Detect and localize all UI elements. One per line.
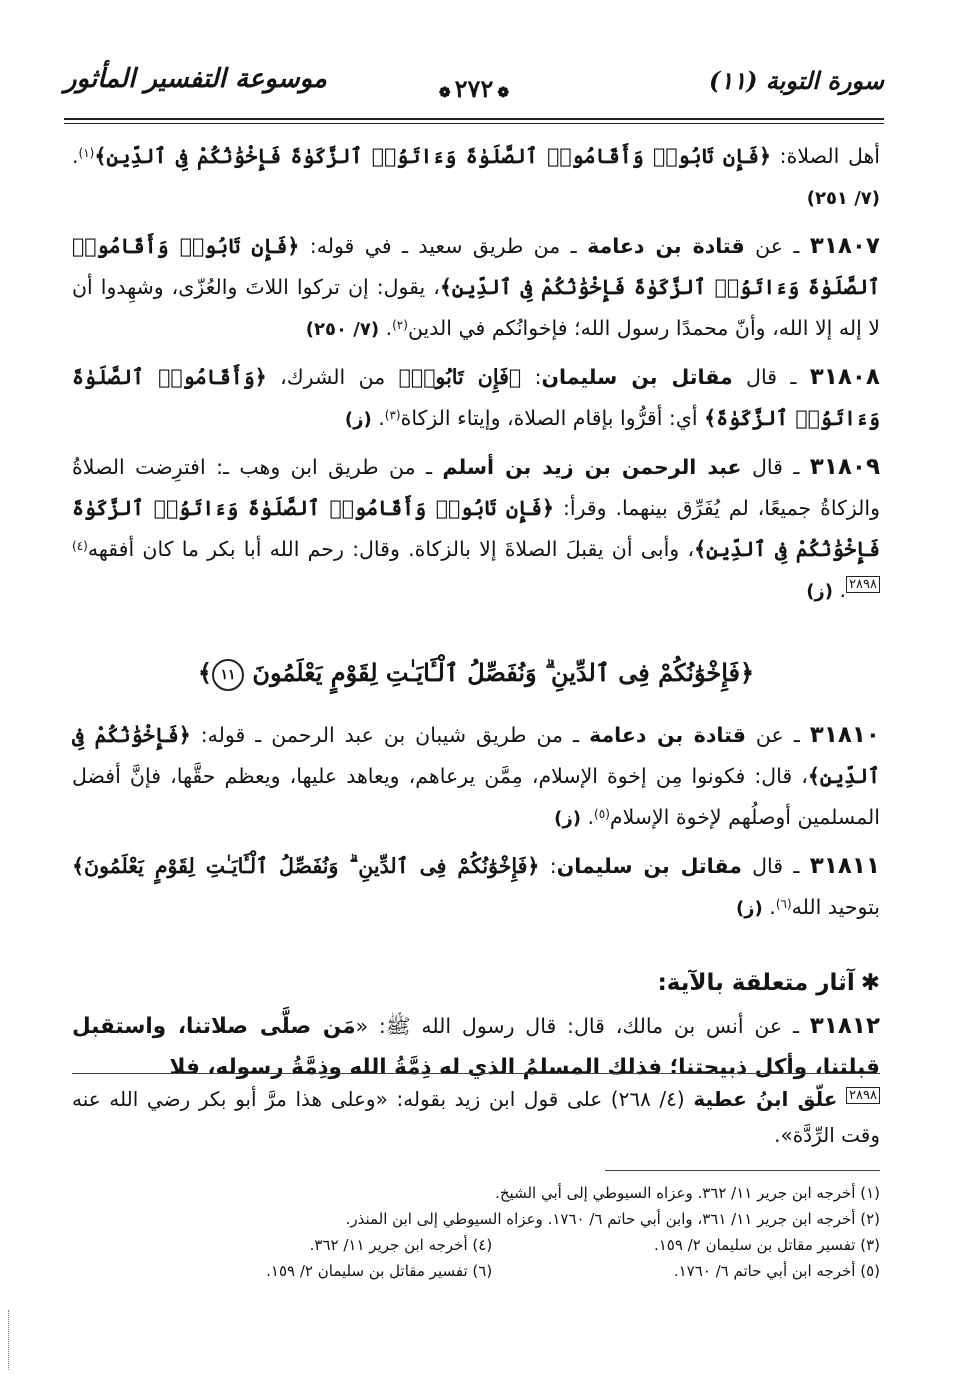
- athar-entry: [72, 846, 880, 929]
- note-author: علّق ابنُ عطية: [693, 1087, 838, 1111]
- paragraph-continuation: [72, 136, 880, 219]
- footnote-row: [72, 1232, 880, 1258]
- narrator-name: مقاتل بن سليمان: [541, 365, 733, 389]
- athar-entry: [72, 715, 880, 839]
- commentary-box-number: ٢٨٩٨: [846, 1087, 880, 1104]
- commentary-note: [72, 1081, 880, 1153]
- quran-quote: ﴿فَإِن تَابُوا۟ وَأَقَامُوا۟ ٱلصَّلَوٰةَ وَءَاتَوُا۟ ٱلزَّكَوٰةَ فَإِخْوَٰنُكُمْ فِى ٱلدِّينِ﴾: [72, 496, 880, 561]
- margin-marks: [8, 1310, 11, 1370]
- spacer: [72, 219, 880, 226]
- page-number-block: [435, 74, 513, 103]
- book-title: موسوعة التفسير المأثور: [64, 64, 327, 94]
- entry-number: ٣١٨١٠: [809, 722, 880, 748]
- text-run: ـ قال: [732, 365, 810, 389]
- hadith-text: مَن صلَّى صلاتنا، واستقبل قبلتنا، وأكل ذبيحتنا؛ فذلك المسلمُ الذي له ذِمَّةُ الله وذِمَّةُ رسوله، فلا: [72, 1014, 880, 1080]
- source-ref: (ز): [806, 581, 834, 602]
- text-run: .: [72, 144, 79, 168]
- quran-quote: ﴿فَإِخْوَٰنُكُمْ فِى ٱلدِّينِ﴾: [72, 723, 880, 788]
- narrator-name: عبد الرحمن بن زيد بن أسلم: [442, 455, 742, 479]
- narrator-name: مقاتل بن سليمان: [556, 854, 742, 878]
- entry-number: ٣١٨٠٩: [809, 454, 880, 480]
- footnote-3: (٣) تفسير مقاتل بن سليمان ٢/ ١٥٩.: [653, 1236, 880, 1254]
- entry-number: ٣١٨٠٧: [809, 233, 880, 259]
- text-run: .: [371, 406, 385, 430]
- footnote-ref[interactable]: (٢): [392, 318, 408, 332]
- quran-quote: ﴿فَإِن تَابُوا۟﴾: [398, 365, 522, 389]
- spacer: [72, 839, 880, 846]
- footnote-ref[interactable]: (٤): [72, 539, 88, 553]
- athar-entry: [72, 1006, 880, 1088]
- quran-quote: ﴿فَإِخْوَٰنُكُمْ فِى ٱلدِّينِ ۗ وَنُفَصِّلُ ٱلْـَٔايَـٰتِ لِقَوْمٍ يَعْلَمُونَ﴾: [72, 854, 540, 878]
- source-ref: (٧/ ٢٥٠): [305, 319, 380, 340]
- footnote-5: (٥) أخرجه ابن أبي حاتم ٦/ ١٧٦٠.: [673, 1262, 880, 1280]
- text-run: .: [762, 895, 776, 919]
- footnote-6: (٦) تفسير مقاتل بن سليمان ٢/ ١٥٩.: [266, 1262, 493, 1280]
- text-run: .: [379, 316, 393, 340]
- text-run: أي: أقرُّوا بإقام الصلاة، وإيتاء الزكاة: [400, 406, 705, 430]
- footnote-ref[interactable]: (٥): [594, 807, 610, 821]
- text-run: ـ من طريق شيبان بن عبد الرحمن ـ قوله:: [190, 723, 590, 747]
- text-run: ـ عن: [745, 723, 810, 747]
- main-text: [72, 136, 880, 1088]
- star-ornament-icon: ✱: [860, 970, 880, 996]
- page-number: ٢٧٢: [454, 74, 494, 103]
- text-run: ، وأبى أن يقبلَ الصلاةَ إلا بالزكاة. وقال: رحم الله أبا بكر ما كان أفقهه: [87, 537, 695, 561]
- text-run: :: [521, 365, 542, 389]
- quran-quote: ﴿وَأَقَامُوا۟ ٱلصَّلَوٰةَ وَءَاتَوُا۟ ٱلزَّكَوٰةَ﴾: [72, 365, 880, 430]
- footnote-ref[interactable]: (٣): [384, 408, 401, 422]
- surah-title: سورة التوبة: [765, 66, 884, 95]
- text-run: ـ عن: [744, 234, 810, 258]
- text-run: أهل الصلاة:: [771, 144, 880, 168]
- source-ref: (ز): [554, 808, 581, 829]
- footnote-ref[interactable]: (١): [78, 146, 95, 160]
- source-ref: (٧/ ٢٥١): [806, 188, 880, 209]
- spacer: [72, 440, 880, 447]
- header-divider: [64, 118, 884, 124]
- source-ref: (ز): [344, 409, 372, 430]
- footnote-ref[interactable]: (٦): [775, 897, 792, 911]
- footnote-2: (٢) أخرجه ابن جرير ١١/ ٣٦١، وابن أبي حاتم ٦/ ١٧٦٠. وعزاه السيوطي إلى ابن المنذر.: [345, 1210, 880, 1228]
- text-run: ، يقول: إن تركوا اللاتَ والعُزّى، وشهِدوا أن لا إله إلا الله، وأنّ محمدًا رسول الله؛ فإخوانُكم في الدين: [72, 275, 880, 340]
- text-run: ـ عن أنس بن مالك، قال: قال رسول الله ﷺ: «: [355, 1014, 810, 1038]
- verse-heading: [72, 652, 880, 693]
- athar-entry: [72, 357, 880, 440]
- narrator-name: قتادة بن دعامة: [587, 234, 745, 258]
- section-heading: [72, 963, 880, 1004]
- ayah-number: ١١: [212, 659, 244, 691]
- text-run: من الشرك،: [266, 365, 399, 389]
- text-run: بتوحيد الله: [791, 895, 880, 919]
- footnote-4: (٤) أخرجه ابن جرير ١١/ ٣٦٢.: [309, 1236, 493, 1254]
- text-run: :: [539, 854, 557, 878]
- spacer: [72, 350, 880, 357]
- footnote-1: (١) أخرجه ابن جرير ١١/ ٣٦٢. وعزاه السيوطي إلى أبي الشيخ.: [495, 1184, 880, 1202]
- athar-entry: [72, 447, 880, 612]
- text-run: ـ من طريق سعيد ـ في قوله:: [299, 234, 588, 258]
- quran-quote: ﴿فَإِن تَابُوا۟ وَأَقَامُوا۟ ٱلصَّلَوٰةَ وَءَاتَوُا۟ ٱلزَّكَوٰةَ فَإِخْوَٰنُكُمْ فِى ٱلدِّينِ﴾: [94, 144, 772, 168]
- commentary-box-ref[interactable]: ٢٨٩٨: [846, 576, 880, 593]
- quran-quote: ﴿فَإِن تَابُوا۟ وَأَقَامُوا۟ ٱلصَّلَوٰةَ وَءَاتَوُا۟ ٱلزَّكَوٰةَ فَإِخْوَٰنُكُمْ فِى ٱلدِّينِ﴾: [72, 234, 880, 299]
- ornament-icon: ❁: [497, 85, 510, 101]
- footnote-row: [72, 1258, 880, 1284]
- text-run: .: [581, 805, 595, 829]
- section-title: آثار متعلقة بالآية:: [657, 970, 855, 996]
- surah-header: [709, 66, 884, 95]
- entry-number: ٣١٨١٢: [809, 1013, 880, 1039]
- source-ref: (ز): [735, 898, 763, 919]
- footnotes: [72, 1180, 880, 1284]
- narrator-name: قتادة بن دعامة: [589, 723, 746, 747]
- page-header: [64, 60, 884, 114]
- athar-entry: [72, 226, 880, 350]
- surah-number: (١١): [708, 66, 758, 95]
- text-run: ، قال: فكونوا مِن إخوة الإسلام، مِمَّن يرعاهم، ويعاهد عليها، ويعظم حقَّها، فإنَّ أفضل المسلمين أوصلُهم لإخوة الإسلام: [72, 764, 880, 829]
- note-divider: [72, 1073, 880, 1074]
- verse-text: ﴿فَإِخْوَٰنُكُمْ فِى ٱلدِّينِ ۗ وَنُفَصِّلُ ٱلْـَٔايَـٰتِ لِقَوْمٍ يَعْلَمُونَ: [252, 658, 755, 687]
- text-run: .: [833, 578, 847, 602]
- text-run: ـ من طريق ابن وهب ـ: افترِضت الصلاةُ والزكاةُ جميعًا، لم يُفَرِّق بينهما. وقرأ:: [72, 455, 880, 520]
- text-run: ـ قال: [741, 854, 810, 878]
- text-run: ـ قال: [741, 455, 810, 479]
- ornament-icon: ❁: [438, 85, 451, 101]
- entry-number: ٣١٨٠٨: [809, 364, 880, 390]
- footnotes-divider: [605, 1170, 880, 1171]
- note-text: (٤/ ٢٦٨) على قول ابن زيد بقوله: «وعلى هذا مرَّ أبو بكر رضي الله عنه وقت الرِّدَّة».: [72, 1087, 880, 1147]
- verse-close: ﴾: [197, 658, 212, 687]
- entry-number: ٣١٨١١: [809, 853, 880, 879]
